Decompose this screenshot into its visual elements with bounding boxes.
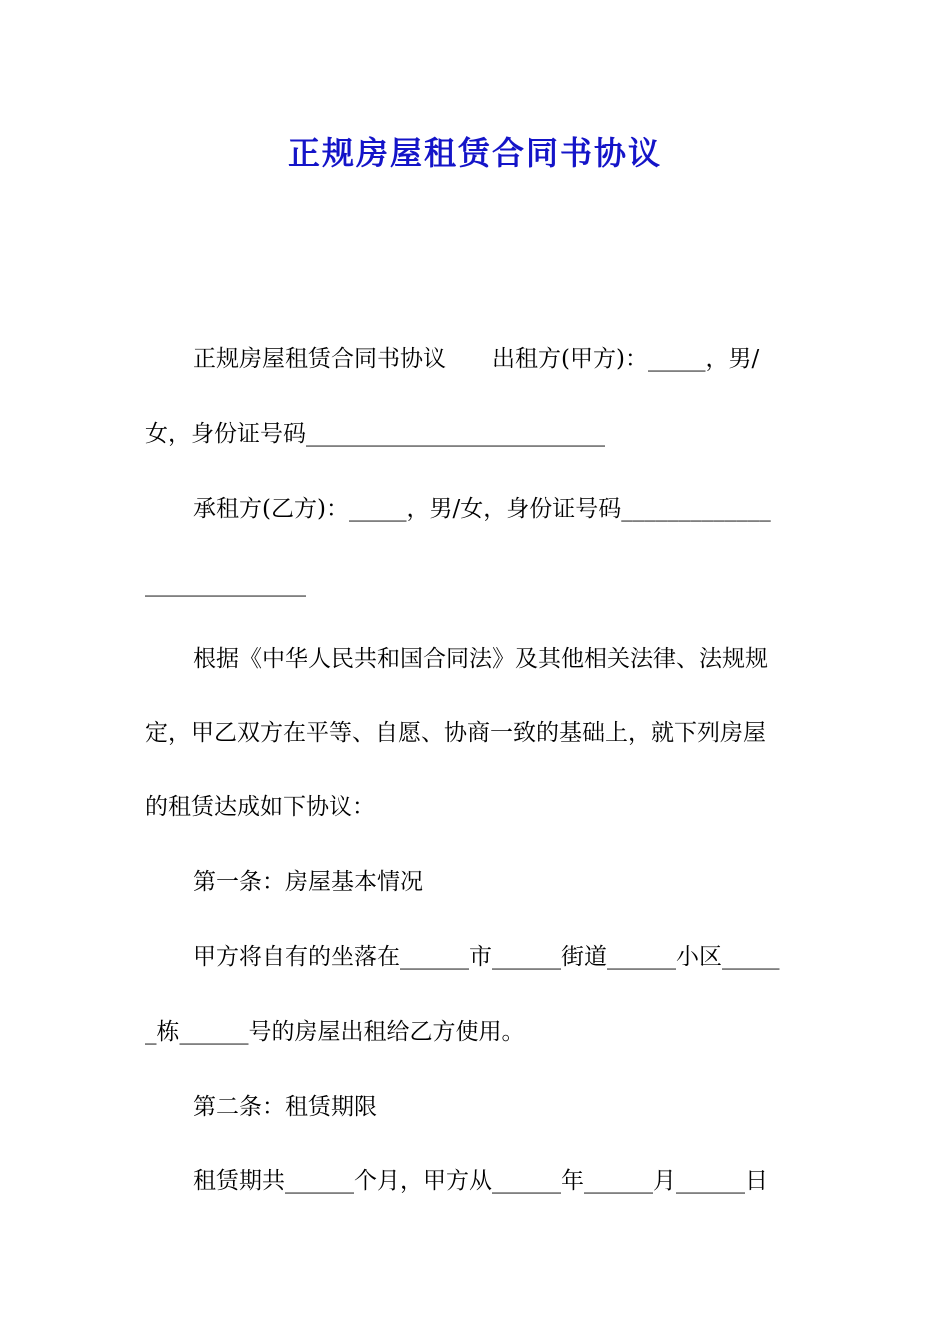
paragraph-line: 承租方(乙方)：_____，男/女，身份证号码_____________ <box>193 496 771 522</box>
document-title: 正规房屋租赁合同书协议 <box>287 134 662 172</box>
section-heading: 第一条：房屋基本情况 <box>193 869 423 895</box>
paragraph-line: 女，身份证号码__________________________ <box>145 421 605 447</box>
paragraph-line: 根据《中华人民共和国合同法》及其他相关法律、法规规 <box>193 646 768 672</box>
paragraph-line: 定，甲乙双方在平等、自愿、协商一致的基础上，就下列房屋 <box>145 720 766 746</box>
paragraph-line: _栋______号的房屋出租给乙方使用。 <box>145 1019 525 1045</box>
section-heading: 第二条：租赁期限 <box>193 1094 377 1120</box>
paragraph-line: 的租赁达成如下协议： <box>145 794 375 820</box>
paragraph-line: 租赁期共______个月，甲方从______年______月______日 <box>193 1168 768 1194</box>
paragraph-line: ______________ <box>145 571 306 597</box>
paragraph-line: 甲方将自有的坐落在______市______街道______小区_____ <box>193 944 780 970</box>
paragraph-line: 正规房屋租赁合同书协议 出租方(甲方)：_____，男/ <box>193 346 760 372</box>
